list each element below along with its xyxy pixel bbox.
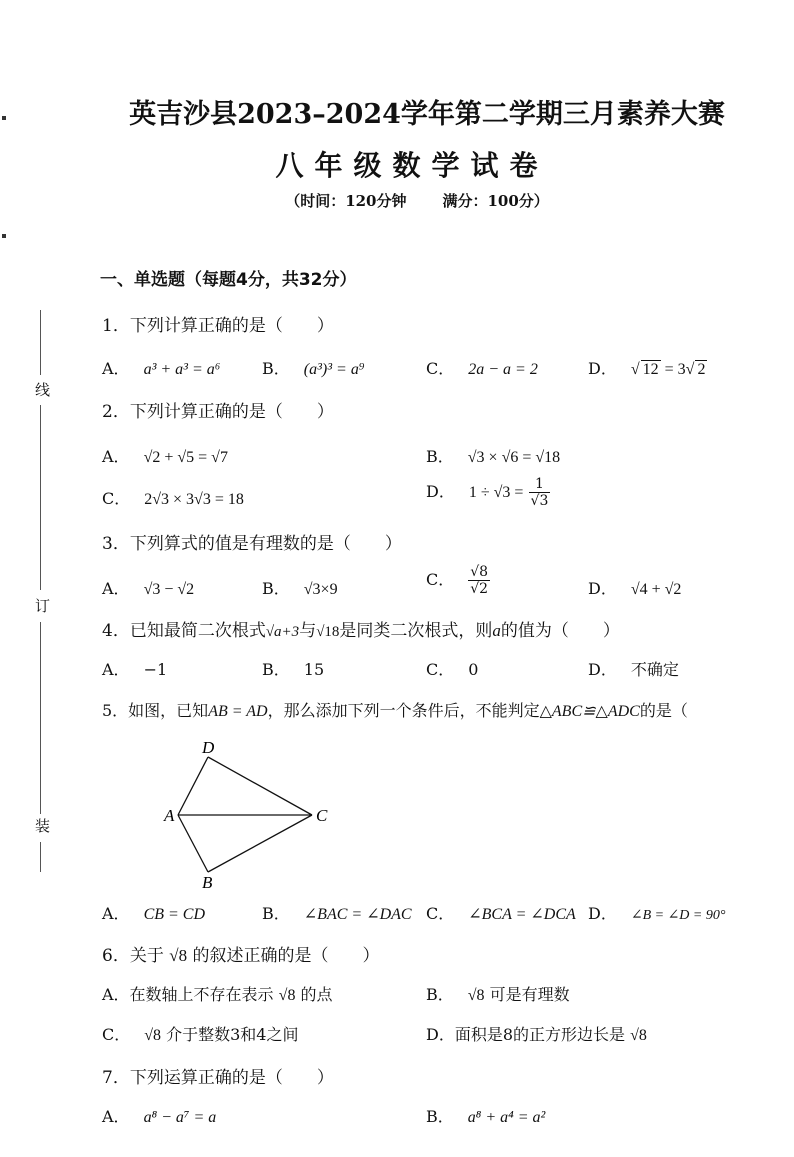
q3-option-c: C． $\frac{√8}{√2}$ xyxy=(426,564,489,597)
q5-option-c: C． ∠BCA = ∠DCA xyxy=(426,904,576,923)
question-4-stem: 4．已知最简二次根式√a+3与√18是同类二次根式，则a的值为（ ） xyxy=(102,621,620,641)
label-d: D xyxy=(202,738,215,757)
q4-option-d: D． 不确定 xyxy=(588,660,679,679)
question-5-stem: 5．如图，已知AB = AD，那么添加下列一个条件后，不能判定△ABC≌△ADC的是（ xyxy=(102,701,688,720)
q4-option-a: A． −1 xyxy=(102,660,168,679)
segment-bc xyxy=(208,815,312,872)
q1-option-b: B． (a³)³ = a⁹ xyxy=(262,359,365,378)
exam-time: （时间：120分钟 xyxy=(285,192,407,210)
q2-option-d: D． 1 ÷ √3 = $\frac{1}{√3}$ xyxy=(426,476,549,509)
exam-title: 英吉沙县2023–2024学年第二学期三月素养大赛 xyxy=(129,99,725,130)
question-3-stem: 3．下列算式的值是有理数的是（ ） xyxy=(102,534,402,554)
q4-option-c: C． 0 xyxy=(426,660,479,679)
binding-line xyxy=(40,842,41,872)
q6-option-b: B． √8 可是有理数 xyxy=(426,985,570,1004)
exam-score: 满分：100分） xyxy=(442,192,549,210)
label-c: C xyxy=(316,806,328,825)
q3-option-b: B． √3×9 xyxy=(262,579,338,598)
q2-option-b: B． √3 × √6 = √18 xyxy=(426,447,561,466)
q5-option-d: D． ∠B = ∠D = 90° xyxy=(588,904,726,923)
q7-option-a: A． a⁸ − a⁷ = a xyxy=(102,1107,217,1126)
binding-char-xian: 线 xyxy=(33,382,51,397)
q5-figure xyxy=(160,735,340,895)
q5-option-a: A． CB = CD xyxy=(102,904,206,923)
question-7-stem: 7．下列运算正确的是（ ） xyxy=(102,1068,334,1088)
margin-tick xyxy=(2,234,6,238)
segment-da xyxy=(178,757,208,815)
exam-time-score xyxy=(0,190,794,211)
binding-line xyxy=(40,622,41,814)
exam-subtitle: 八年级数学试卷 xyxy=(275,149,549,182)
q6-option-a: A．在数轴上不存在表示 √8 的点 xyxy=(102,985,333,1004)
q2-option-a: A． √2 + √5 = √7 xyxy=(102,447,228,466)
q3-option-a: A． √3 − √2 xyxy=(102,579,195,598)
q1-option-c: C． 2a − a = 2 xyxy=(426,359,538,378)
binding-char-ding: 订 xyxy=(33,598,51,613)
binding-char-zhuang: 装 xyxy=(33,818,51,833)
q6-option-d: D．面积是8的正方形边长是 √8 xyxy=(426,1025,647,1044)
binding-line xyxy=(40,405,41,590)
binding-line xyxy=(40,310,41,375)
q1-option-a: A． a³ + a³ = a⁶ xyxy=(102,359,221,378)
q1-option-d: D． √ 12 = 3√ 2 xyxy=(588,359,706,378)
q5-option-b: B． ∠BAC = ∠DAC xyxy=(262,904,412,923)
label-b: B xyxy=(202,873,213,892)
question-2-stem: 2．下列计算正确的是（ ） xyxy=(102,402,334,422)
segment-ab xyxy=(178,815,208,872)
q4-option-b: B． 15 xyxy=(262,660,325,679)
question-1-stem: 1．下列计算正确的是（ ） xyxy=(102,316,334,336)
section-heading: 一、单选题（每题4分，共32分） xyxy=(100,270,357,290)
q3-option-d: D． √4 + √2 xyxy=(588,579,682,598)
label-a: A xyxy=(164,806,175,825)
question-6-stem: 6．关于 √8 的叙述正确的是（ ） xyxy=(102,946,380,966)
q7-option-b: B． a⁸ + a⁴ = a² xyxy=(426,1107,546,1126)
segment-dc xyxy=(208,757,312,815)
q2-option-c: C． 2√3 × 3√3 = 18 xyxy=(102,489,244,508)
q6-option-c: C． √8 介于整数3和4之间 xyxy=(102,1025,299,1044)
